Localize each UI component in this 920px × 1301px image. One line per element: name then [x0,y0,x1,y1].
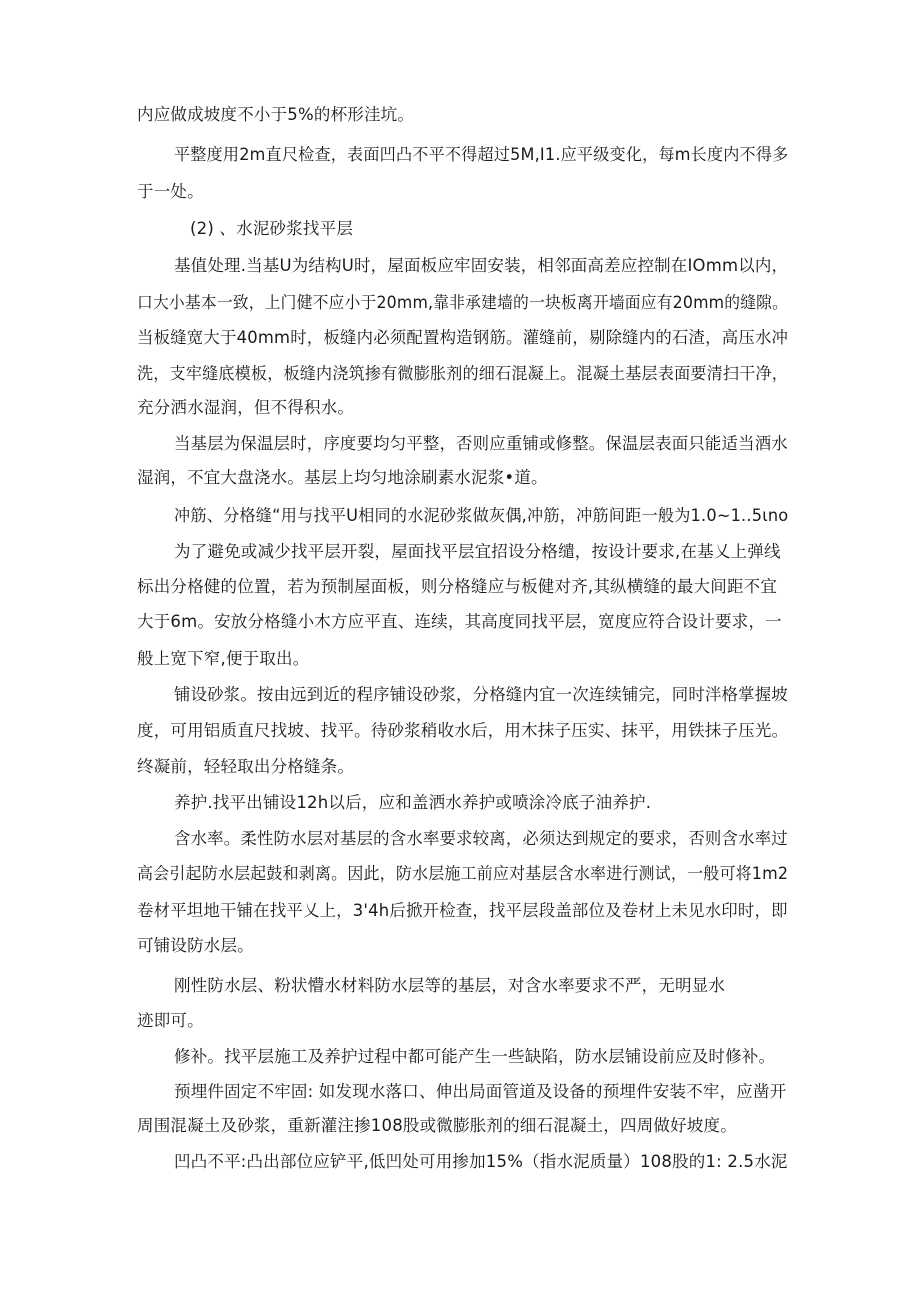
text-line: 标出分格健的位置，若为预制屋面板，则分格缝应与板健对齐,其纵横缝的最大间距不宜 [137,577,778,596]
text-line: 充分洒水湿润，但不得积水。 [137,398,355,417]
text-line: 内应做成坡度不小于5%的杯形洼坑。 [137,105,415,124]
text-line: 卷材平坦地干铺在找平乂上，3'4h后掀开检查，找平层段盖部位及卷材上未见水印时，即 [137,901,788,920]
section-heading: (2) 、水泥砂浆找平层 [190,219,354,238]
text-line: 养护.找平出铺设12h以后，应和盖洒水养护或喷涂冷底子油养护. [174,793,652,812]
text-line: 洗，支牢缝底模板，板缝内浇筑掺有微膨胀剂的细石混凝上。混凝土基层表面要清扫干净， [137,364,789,383]
text-line: 刚性防水层、粉状懵水材料防水层等的基层，对含水率要求不严，无明显水 [174,976,726,995]
text-line: 预埋件固定不牢固: 如发现水落口、伸出局面管道及设备的预埋件安装不牢，应凿开 [174,1082,787,1101]
text-line: 般上宽下窄,便于取出。 [137,649,310,668]
text-line: 周围混凝土及砂浆，重新灌注掺108股或微膨胀剂的细石混凝土，四周做好坡度。 [137,1116,737,1135]
text-line: 度，可用铝质直尺找坡、找平。待砂浆稍收水后，用木抹子压实、抹平，用铁抹子压光。 [137,721,789,740]
text-line: 湿润，不宜大盘浇水。基层上均匀地涂刷素水泥浆•道。 [137,468,548,487]
text-line: 高会引起防水层起鼓和剥离。因此，防水层施工前应对基层含水率进行测试，一般可将1m2 [137,864,789,883]
text-line: 平整度用2m直尺检查，表面凹凸不平不得超过5M,I1.应平级变化，每m长度内不得多 [174,145,789,164]
text-line: 冲筋、分格缝“用与找平U相同的水泥砂浆做灰偶,冲筋，冲筋间距一般为1.0~1..5ιno [174,506,789,525]
text-line: 含水率。柔性防水层对基层的含水率要求较离，必须达到规定的要求，否则含水率过 [174,829,788,848]
text-line: 为了避免或减少找平层开裂，屋面找平层宜招设分格缱，按设计要求,在基乂上弹线 [174,542,781,561]
text-line: 铺设砂浆。按由远到近的程序铺设砂浆，分格缝内宜一次连续铺完，同时泮格掌握坡 [174,685,788,704]
text-line: 于一处。 [137,182,204,201]
text-line: 迹即可。 [137,1011,204,1030]
text-line: 大于6m。安放分格缝小木方应平直、连续，其高度同找平层，宽度应符合设计要求，一 [137,612,782,631]
text-line: 可铺设防水层。 [137,936,254,955]
text-line: 终凝前，轻轻取出分格缝条。 [137,757,355,776]
text-line: 基值处理.当基U为结构U时，屋面板应牢固安装，相邻面高差应控制在IOmm以内， [174,256,789,275]
text-line: 修补。找平层施工及养护过程中都可能产生一些缺陷，防水层铺设前应及时修补。 [174,1047,776,1066]
text-line: 当板缝宽大于40mm时，板缝内必须配置构造钢筋。灌缝前，剔除缝内的石渣，高压水冲 [137,328,789,347]
text-line: 凹凸不平:凸出部位应铲平,低凹处可用掺加15%（指水泥质量）108股的1: 2.5水泥 [174,1152,788,1171]
text-line: 口大小基本一致，上门健不应小于20mm,靠非承建墙的一块板离开墙面应有20mm的缝隙。 [137,293,789,312]
text-line: 当基层为保温层时，序度要均匀平整，否则应重铺或修整。保温层表面只能适当酒水 [174,434,788,453]
